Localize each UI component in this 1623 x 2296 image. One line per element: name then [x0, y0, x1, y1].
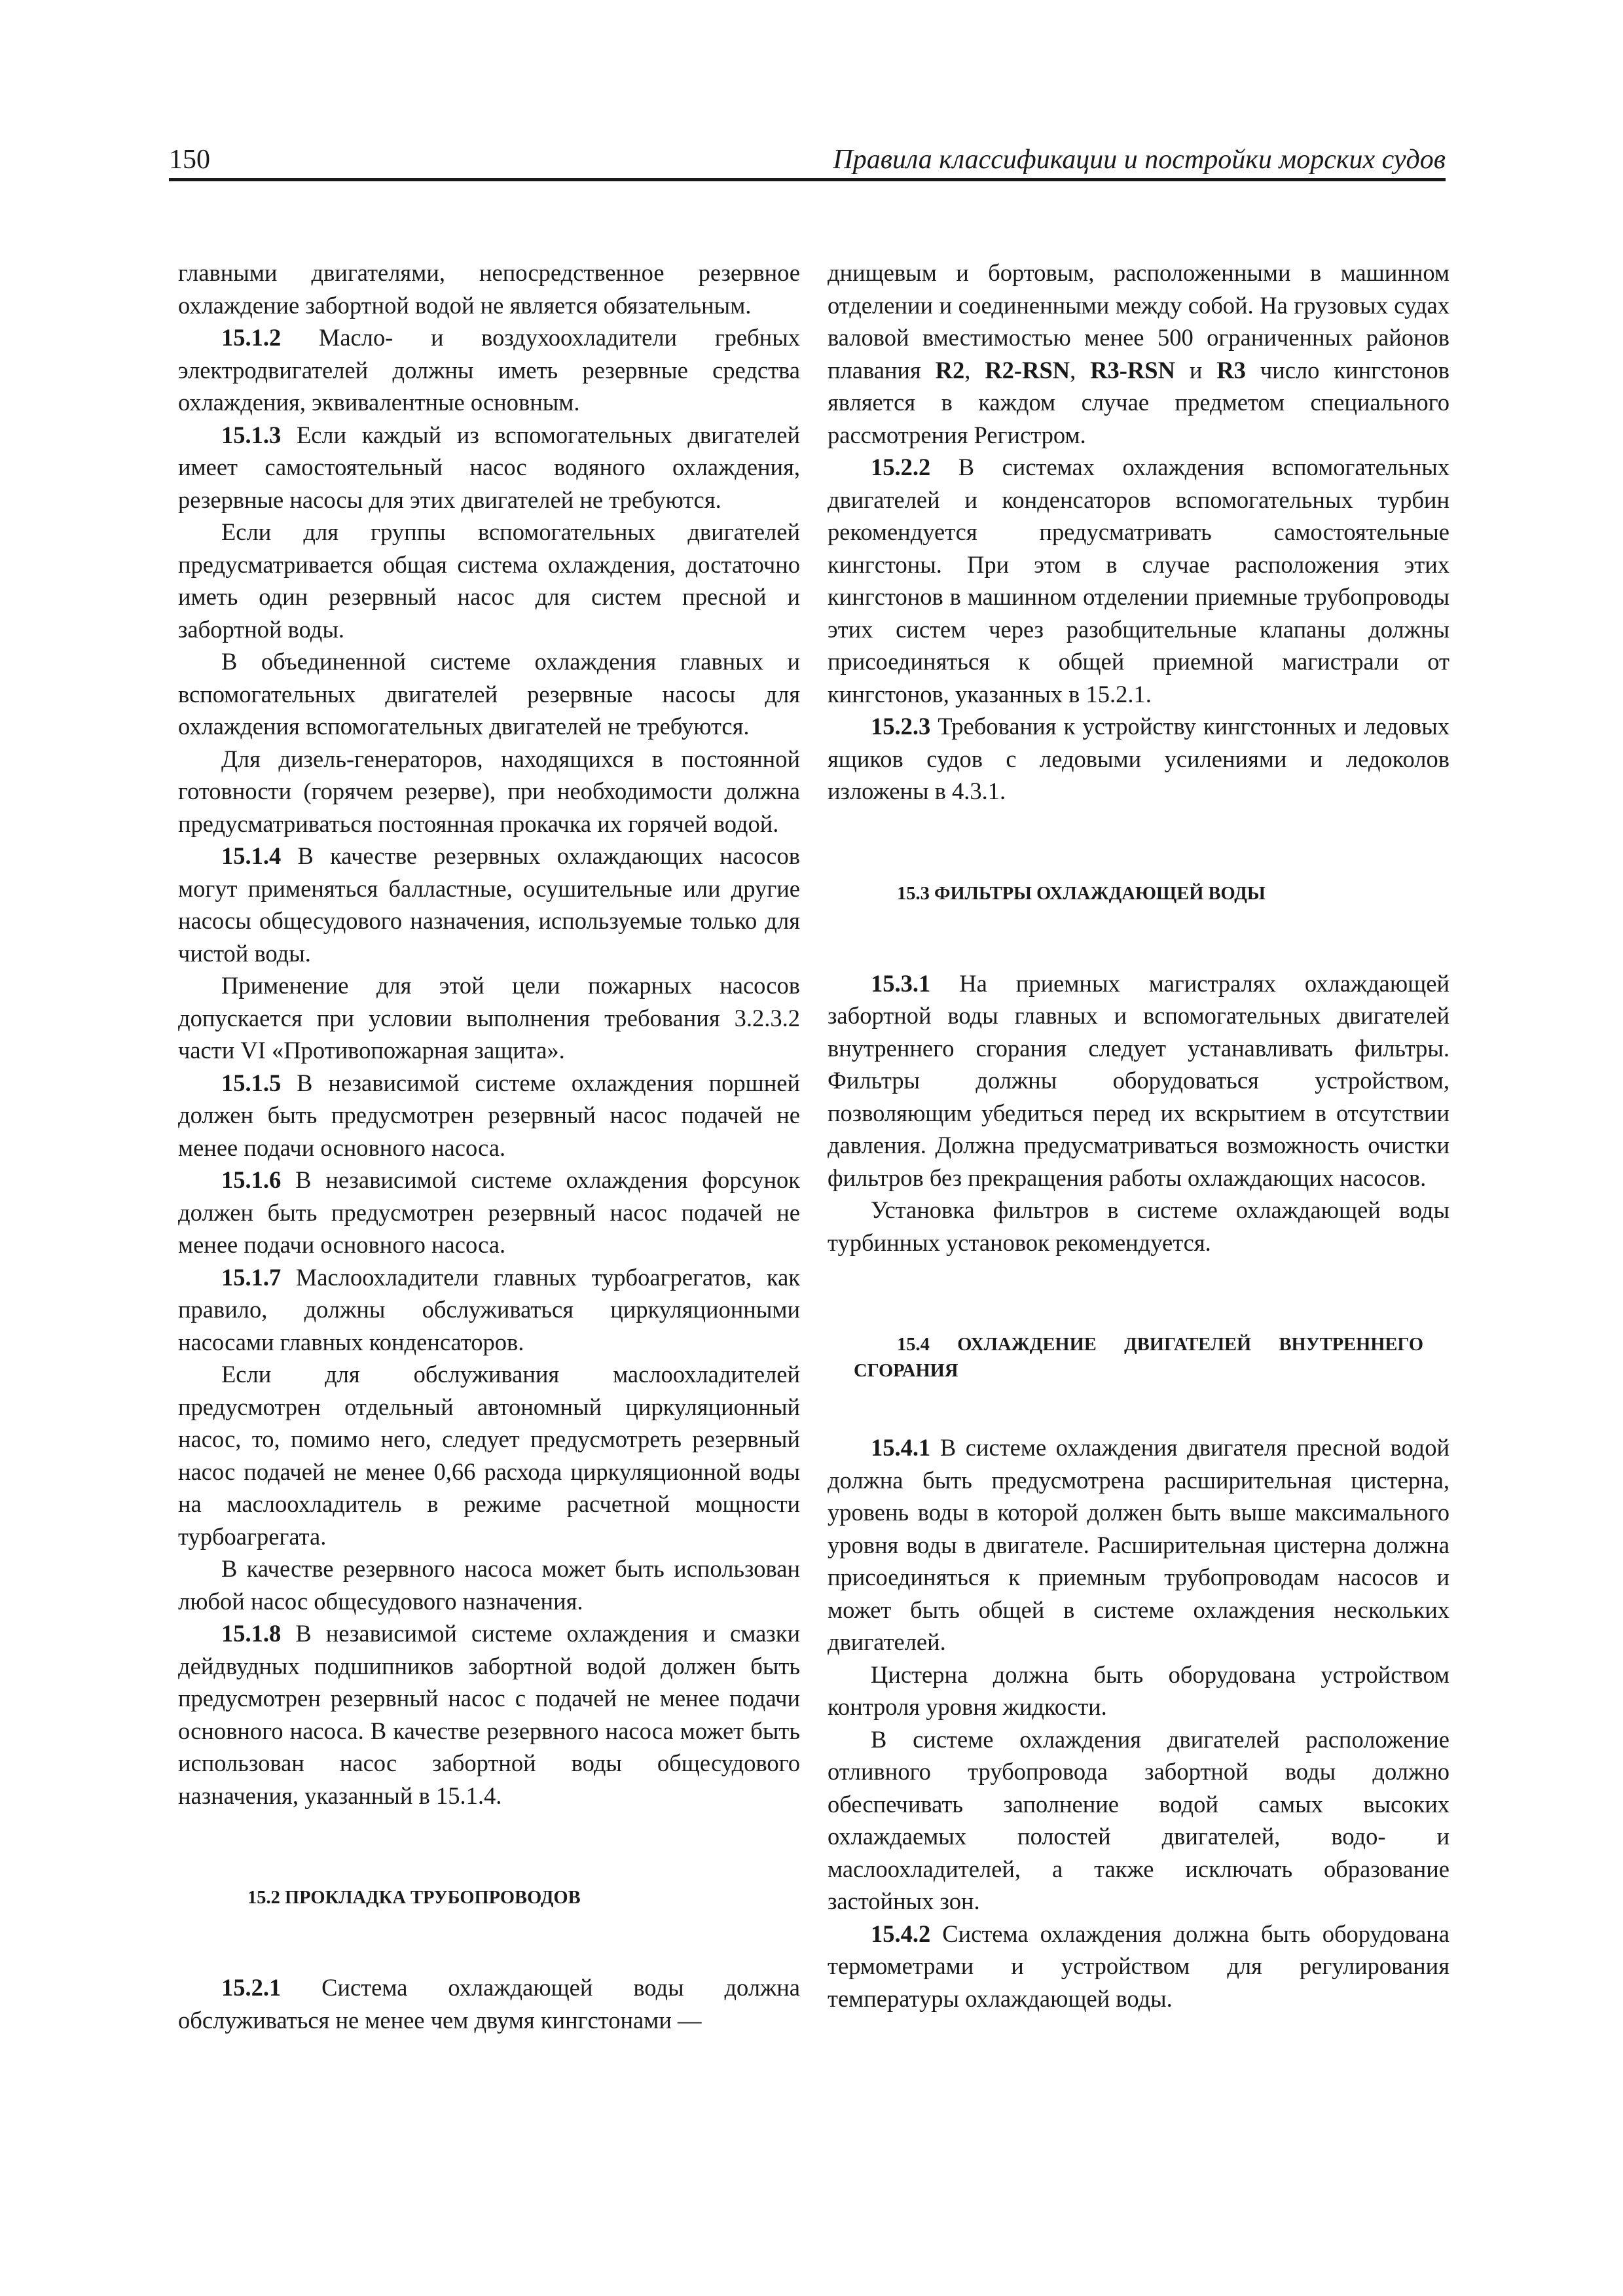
- paragraph: днищевым и бортовым, расположенными в машинном отделении и соединенными между собой. На грузовых судах валовой вместимостью менее 500 ограниченных районов плавания R2, R2-RSN, R3-RSN и R3 число кингстонов является в каждом случае предметом специального рассмотрения Регистром.: [828, 259, 1450, 448]
- clause-number: 15.4.2: [871, 1920, 931, 1947]
- paragraph: Установка фильтров в системе охлаждающей воды турбинных установок рекомендуется.: [828, 1196, 1450, 1256]
- paragraph: Цистерна должна быть оборудована устройством контроля уровня жидкости.: [828, 1660, 1450, 1720]
- clause-number: 15.3.1: [871, 969, 931, 997]
- right-column: [828, 257, 1450, 2015]
- region-code: R2-RSN: [985, 356, 1070, 384]
- section-heading-15-3: 15.3 ФИЛЬТРЫ ОХЛАЖДАЮЩЕЙ ВОДЫ: [897, 883, 1266, 904]
- clause-15-1-8: 15.1.8 В независимой системе охлаждения и смазки дейдвудных подшипников забортной водой должен быть предусмотрен резервный насос с подачей не менее подачи основного насоса. В качестве резервного насоса может быть использован насос забортной воды общесудового назначения, указанный в 15.1.4.: [178, 1620, 800, 1809]
- clause-number: 15.1.3: [221, 421, 282, 448]
- clause-number: 15.1.7: [221, 1263, 282, 1291]
- paragraph: Для дизель-генераторов, находящихся в постоянной готовности (горячем резерве), при необходимости должна предусматриваться постоянная прокачка их горячей водой.: [178, 745, 800, 837]
- paragraph: В объединенной системе охлаждения главных и вспомогательных двигателей резервные насосы для охлаждения вспомогательных двигателей не требуются.: [178, 648, 800, 740]
- region-code: R2: [935, 356, 965, 384]
- clause-number: 15.2.3: [871, 713, 931, 740]
- page-number: 150: [169, 145, 210, 175]
- section-heading-15-4: 15.4 ОХЛАЖДЕНИЕ ДВИГАТЕЛЕЙ ВНУТРЕННЕГО СГОРАНИЯ: [854, 1335, 1423, 1381]
- clause-15-1-4: 15.1.4 В качестве резервных охлаждающих насосов могут применяться балластные, осушительные или другие насосы общесудового назначения, используемые только для чистой воды.: [178, 842, 800, 967]
- clause-15-3-1: 15.3.1 На приемных магистралях охлаждающей забортной воды главных и вспомогательных двигателей внутреннего сгорания следует устанавливать фильтры. Фильтры должны оборудоваться устройством, позволяющим убедиться перед их вскрытием в отсутствии давления. Должна предусматриваться возможность очистки фильтров без прекращения работы охлаждающих насосов.: [828, 969, 1450, 1191]
- paragraph: Если для группы вспомогательных двигателей предусматривается общая система охлаждения, достаточно иметь один резервный насос для систем пресной и забортной воды.: [178, 518, 800, 643]
- paragraph: Если для обслуживания маслоохладителей предусмотрен отдельный автономный циркуляционный насос, то, помимо него, следует предусмотреть резервный насос подачей не менее 0,66 расхода циркуляционной воды на маслоохладитель в режиме расчетной мощности турбоагрегата.: [178, 1361, 800, 1550]
- clause-15-2-1: 15.2.1 Система охлаждающей воды должна обслуживаться не менее чем двумя кингстонами —: [178, 1974, 800, 2034]
- page-header: [169, 144, 1446, 181]
- clause-number: 15.1.5: [221, 1069, 282, 1096]
- clause-15-4-1: 15.4.1 В системе охлаждения двигателя пресной водой должна быть предусмотрена расширительная цистерна, уровень воды в которой должен быть выше максимального уровня воды в двигателе. Расширительная цистерна должна присоединяться к приемным трубопроводам насосов и может быть общей в системе охлаждения нескольких двигателей.: [828, 1434, 1450, 1655]
- paragraph: В качестве резервного насоса может быть использован любой насос общесудового назначения.: [178, 1555, 800, 1615]
- clause-15-4-2: 15.4.2 Система охлаждения должна быть оборудована термометрами и устройством для регулирования температуры охлаждающей воды.: [828, 1920, 1450, 2012]
- left-column: [178, 257, 800, 2036]
- clause-number: 15.1.6: [221, 1166, 282, 1193]
- region-code: R3-RSN: [1090, 356, 1175, 384]
- clause-15-2-3: 15.2.3 Требования к устройству кингстонных и ледовых ящиков судов с ледовыми усилениями и ледоколов изложены в 4.3.1.: [828, 713, 1450, 804]
- section-heading-15-2: 15.2 ПРОКЛАДКА ТРУБОПРОВОДОВ: [247, 1888, 581, 1908]
- clause-15-1-5: 15.1.5 В независимой системе охлаждения поршней должен быть предусмотрен резервный насос подачей не менее подачи основного насоса.: [178, 1069, 800, 1161]
- clause-number: 15.1.4: [221, 842, 282, 869]
- clause-number: 15.1.8: [221, 1620, 282, 1647]
- clause-15-1-6: 15.1.6 В независимой системе охлаждения форсунок должен быть предусмотрен резервный насос подачей не менее подачи основного насоса.: [178, 1166, 800, 1258]
- clause-15-1-2: 15.1.2 Масло- и воздухоохладители гребных электродвигателей должны иметь резервные средства охлаждения, эквивалентные основным.: [178, 324, 800, 416]
- region-code: R3: [1216, 356, 1246, 384]
- clause-number: 15.1.2: [221, 324, 282, 351]
- clause-15-1-3: 15.1.3 Если каждый из вспомогательных двигателей имеет самостоятельный насос водяного охлаждения, резервные насосы для этих двигателей не требуются.: [178, 421, 800, 513]
- clause-15-2-2: 15.2.2 В системах охлаждения вспомогательных двигателей и конденсаторов вспомогательных турбин рекомендуется предусматривать самостоятельные кингстоны. При этом в случае расположения этих кингстонов в машинном отделении приемные трубопроводы этих систем через разобщительные клапаны должны присоединяться к общей приемной магистрали от кингстонов, указанных в 15.2.1.: [828, 454, 1450, 708]
- clause-number: 15.4.1: [871, 1434, 931, 1461]
- running-title: Правила классификации и постройки морских судов: [833, 145, 1446, 175]
- paragraph: главными двигателями, непосредственное резервное охлаждение забортной водой не является обязательным.: [178, 259, 800, 319]
- clause-15-1-7: 15.1.7 Маслоохладители главных турбоагрегатов, как правило, должны обслуживаться циркуляционными насосами главных конденсаторов.: [178, 1263, 800, 1355]
- paragraph: Применение для этой цели пожарных насосов допускается при условии выполнения требования 3.2.3.2 части VI «Противопожарная защита».: [178, 972, 800, 1064]
- clause-number: 15.2.2: [871, 454, 931, 480]
- paragraph: В системе охлаждения двигателей расположение отливного трубопровода забортной воды должно обеспечивать заполнение водой самых высоких охлаждаемых полостей двигателей, водо- и маслоохладителей, а также исключать образование застойных зон.: [828, 1725, 1450, 1914]
- clause-number: 15.2.1: [221, 1974, 282, 2001]
